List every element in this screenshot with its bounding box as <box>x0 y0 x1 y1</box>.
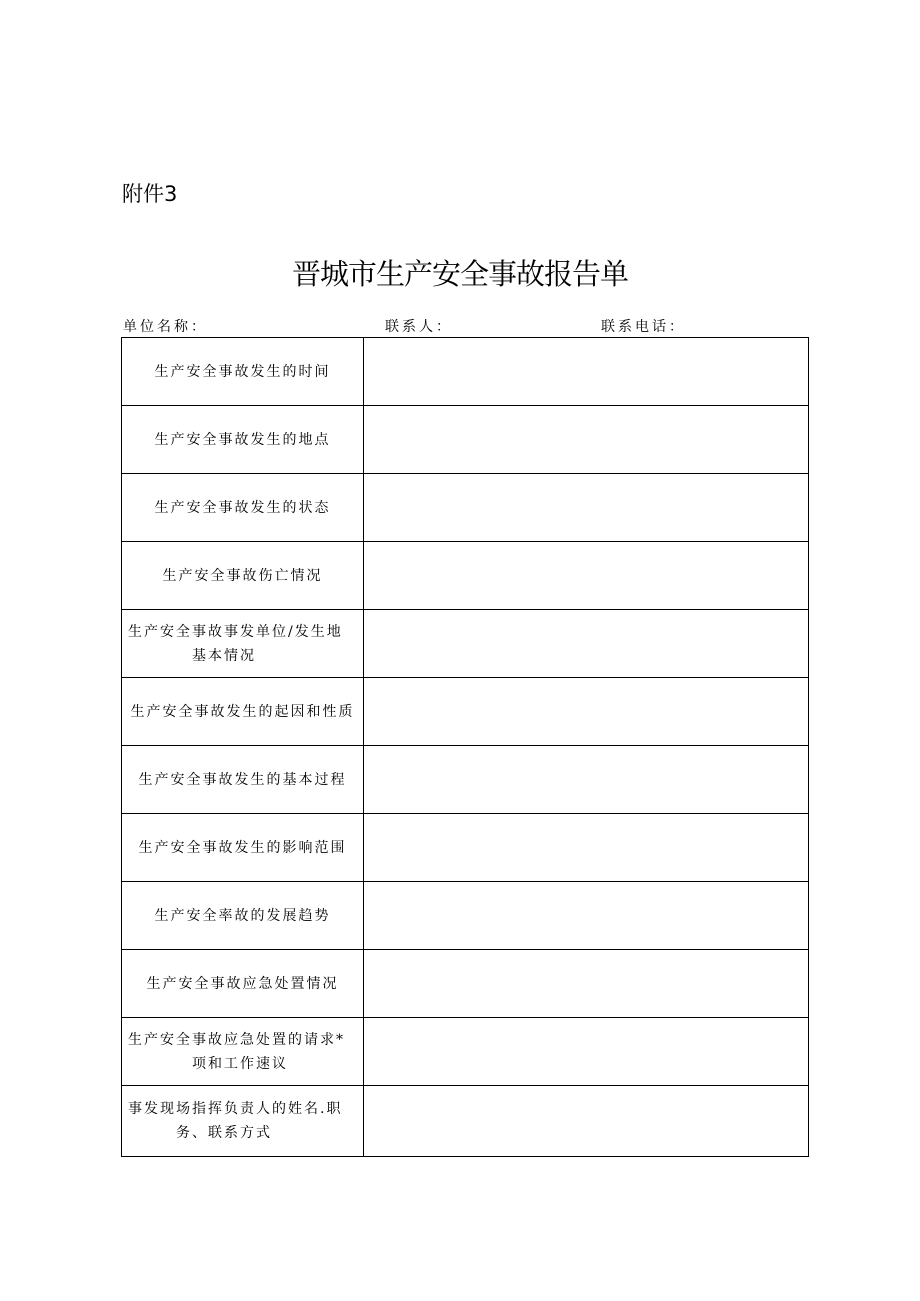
row-value-location[interactable] <box>364 406 809 474</box>
row-value-impact[interactable] <box>364 814 809 882</box>
row-value-commander[interactable] <box>364 1086 809 1157</box>
row-value-trend[interactable] <box>364 882 809 950</box>
row-value-response[interactable] <box>364 950 809 1018</box>
contact-phone-label: 联系电话： <box>601 319 686 335</box>
row-label-cause: 生产安全事故发生的起因和性质 <box>122 678 364 746</box>
attachment-number: 附件3 <box>122 182 178 206</box>
row-value-process[interactable] <box>364 746 809 814</box>
table-row <box>122 406 809 474</box>
row-value-requests[interactable] <box>364 1018 809 1086</box>
table-row <box>122 882 809 950</box>
row-label-impact: 生产安全事故发生的影响范围 <box>122 814 364 882</box>
row-label-trend: 生产安全率故的发展趋势 <box>122 882 364 950</box>
row-label-unit-info-line1: 生产安全事故事发单位/发生地 <box>128 623 343 640</box>
row-label-commander-line1: 事发现场指挥负责人的姓名.职 <box>128 1101 343 1117</box>
contact-person-label: 联系人： <box>385 319 453 335</box>
table-row <box>122 950 809 1018</box>
table-row <box>122 338 809 406</box>
unit-name-label: 单位名称： <box>123 319 208 335</box>
table-row <box>122 1086 809 1157</box>
table-row <box>122 610 809 678</box>
row-value-time[interactable] <box>364 338 809 406</box>
table-row <box>122 746 809 814</box>
table-row <box>122 474 809 542</box>
header-info-row <box>123 316 813 336</box>
accident-report-table <box>121 337 809 1157</box>
row-label-requests <box>122 1018 364 1086</box>
row-label-commander <box>122 1086 364 1157</box>
row-label-commander-line2: 务、联系方式 <box>176 1125 272 1141</box>
row-value-cause[interactable] <box>364 678 809 746</box>
table-row <box>122 678 809 746</box>
row-label-time: 生产安全事故发生的时间 <box>122 338 364 406</box>
table-row <box>122 1018 809 1086</box>
row-label-process: 生产安全事故发生的基本过程 <box>122 746 364 814</box>
row-label-location: 生产安全事故发生的地点 <box>122 406 364 474</box>
table-row <box>122 542 809 610</box>
document-title: 晋城市生产安全事故报告单 <box>291 257 628 291</box>
row-value-status[interactable] <box>364 474 809 542</box>
row-label-requests-line2: 项和工作速议 <box>192 1055 288 1072</box>
row-value-casualties[interactable] <box>364 542 809 610</box>
row-label-requests-line1: 生产安全事故应急处置的请求* <box>128 1031 345 1048</box>
row-label-status: 生产安全事故发生的状态 <box>122 474 364 542</box>
table-row <box>122 814 809 882</box>
row-label-casualties: 生产安全事故伤亡情况 <box>122 542 364 610</box>
row-label-response: 生产安全事故应急处置情况 <box>122 950 364 1018</box>
row-label-unit-info-line2: 基本情况 <box>192 647 256 664</box>
row-label-unit-info <box>122 610 364 678</box>
row-value-unit-info[interactable] <box>364 610 809 678</box>
